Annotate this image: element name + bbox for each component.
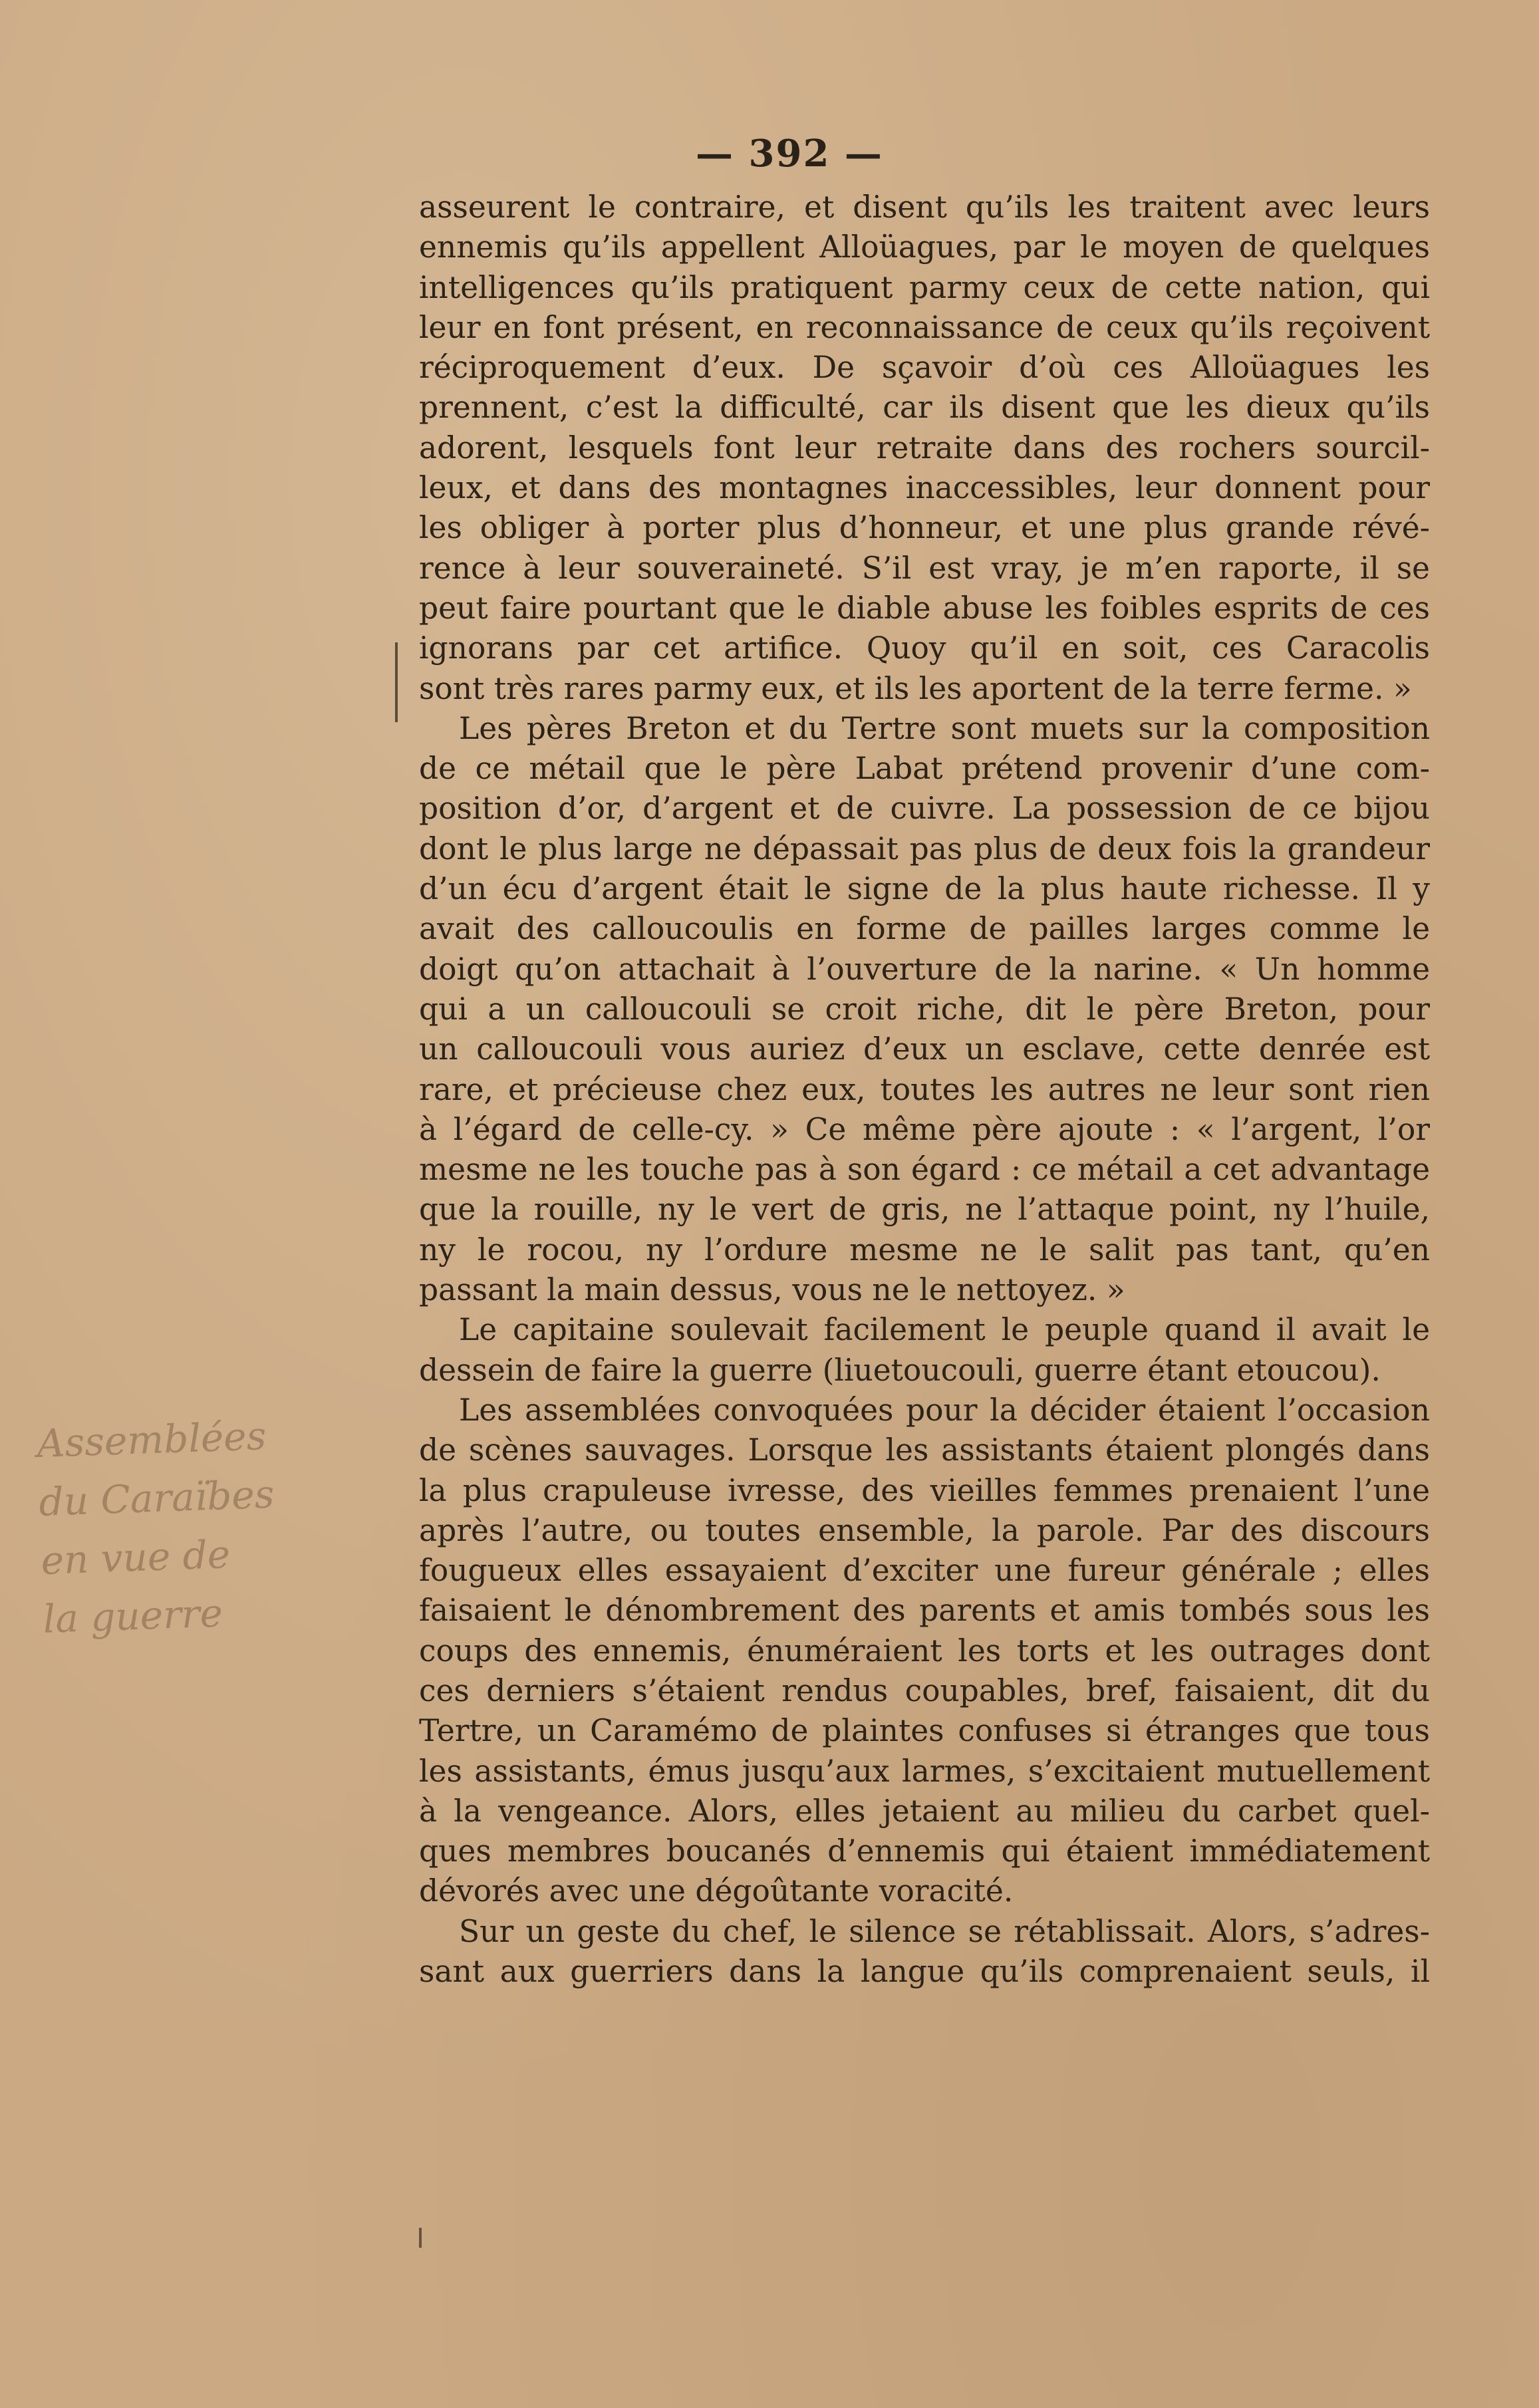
text-line: ennemis qu’ils appellent Alloüagues, par le moyen de quelques: [419, 229, 1430, 265]
text-line: intelligences qu’ils pratiquent parmy ceux de cette nation, qui: [419, 269, 1430, 305]
text-line: Tertre, un Caramémo de plaintes confuses si étranges que tous: [419, 1713, 1430, 1749]
text-line: d’un écu d’argent était le signe de la plus haute richesse. Il y: [419, 871, 1430, 907]
text-line: à la vengeance. Alors, elles jetaient au milieu du carbet quel-: [419, 1793, 1430, 1829]
page-number: — 392 —: [696, 132, 883, 176]
text-line: réciproquement d’eux. De sçavoir d’où ces Alloüagues les: [419, 350, 1430, 386]
margin-note-line: du Caraïbes: [38, 1471, 275, 1525]
text-line: avait des calloucoulis en forme de pailles larges comme le: [419, 911, 1430, 947]
text-line: rence à leur souveraineté. S’il est vray, je m’en raporte, il se: [419, 550, 1430, 586]
text-line: rare, et précieuse chez eux, toutes les autres ne leur sont rien: [419, 1071, 1430, 1107]
margin-note-line: la guerre: [42, 1590, 223, 1642]
text-line: fougueux elles essayaient d’exciter une fureur générale ; elles: [419, 1553, 1430, 1589]
text-line: Les assemblées convoquées pour la décider étaient l’occasion: [459, 1392, 1430, 1428]
handwritten-margin-note: [36, 1405, 310, 1649]
text-line: la plus crapuleuse ivresse, des vieilles femmes prenaient l’une: [419, 1472, 1430, 1508]
text-line: Sur un geste du chef, le silence se rétablissait. Alors, s’adres-: [459, 1913, 1430, 1949]
text-line: ces derniers s’étaient rendus coupables, bref, faisaient, dit du: [419, 1672, 1430, 1708]
text-line: passant la main dessus, vous ne le nettoyez. »: [419, 1272, 1125, 1308]
text-line: les obliger à porter plus d’honneur, et une plus grande révé-: [419, 510, 1430, 546]
text-line: prennent, c’est la difficulté, car ils disent que les dieux qu’ils: [419, 390, 1430, 426]
text-line: asseurent le contraire, et disent qu’ils les traitent avec leurs: [419, 190, 1430, 225]
text-line: adorent, lesquels font leur retraite dans des rochers sourcil-: [419, 430, 1430, 466]
text-line: coups des ennemis, énuméraient les torts et les outrages dont: [419, 1633, 1430, 1669]
ink-mark: [419, 2228, 422, 2248]
text-line: ny le rocou, ny l’ordure mesme ne le salit pas tant, qu’en: [419, 1232, 1430, 1268]
text-line: dévorés avec une dégoûtante voracité.: [419, 1873, 1014, 1909]
text-line: mesme ne les touche pas à son égard : ce métail a cet advantage: [419, 1152, 1430, 1188]
text-line: de scènes sauvages. Lorsque les assistants étaient plongés dans: [419, 1432, 1430, 1468]
text-line: ignorans par cet artifice. Quoy qu’il en soit, ces Caracolis: [419, 630, 1430, 666]
text-line: Les pères Breton et du Tertre sont muets sur la composition: [459, 710, 1430, 746]
text-line: que la rouille, ny le vert de gris, ne l’attaque point, ny l’huile,: [419, 1192, 1430, 1228]
text-line: dessein de faire la guerre (liuetoucouli, guerre étant etoucou).: [419, 1352, 1381, 1388]
text-line: à l’égard de celle-cy. » Ce même père ajoute : « l’argent, l’or: [419, 1111, 1430, 1147]
margin-note-line: Assemblées: [36, 1413, 267, 1467]
text-line: après l’autre, ou toutes ensemble, la parole. Par des discours: [419, 1512, 1430, 1548]
text-line: doigt qu’on attachait à l’ouverture de la narine. « Un homme: [419, 951, 1430, 987]
text-line: qui a un calloucouli se croit riche, dit le père Breton, pour: [419, 991, 1430, 1027]
text-line: sant aux guerriers dans la langue qu’ils comprenaient seuls, il: [419, 1954, 1430, 1990]
margin-note-line: en vue de: [40, 1532, 231, 1583]
text-line: position d’or, d’argent et de cuivre. La possession de ce bijou: [419, 791, 1430, 827]
text-line: faisaient le dénombrement des parents et amis tombés sous les: [419, 1593, 1430, 1629]
text-line: Le capitaine soulevait facilement le peuple quand il avait le: [459, 1312, 1430, 1348]
text-line: de ce métail que le père Labat prétend provenir d’une com-: [419, 751, 1430, 787]
margin-bracket-mark: [395, 642, 398, 722]
text-line: ques membres boucanés d’ennemis qui étaient immédiatement: [419, 1833, 1430, 1869]
text-line: leux, et dans des montagnes inaccessibles, leur donnent pour: [419, 470, 1430, 506]
text-line: leur en font présent, en reconnaissance de ceux qu’ils reçoivent: [419, 309, 1430, 345]
text-line: peut faire pourtant que le diable abuse les foibles esprits de ces: [419, 590, 1430, 626]
text-line: les assistants, émus jusqu’aux larmes, s’excitaient mutuellement: [419, 1753, 1430, 1789]
text-line: un calloucouli vous auriez d’eux un esclave, cette denrée est: [419, 1031, 1430, 1067]
body-text: [419, 188, 1430, 1992]
text-line: sont très rares parmy eux, et ils les aportent de la terre ferme. »: [419, 670, 1412, 706]
text-line: dont le plus large ne dépassait pas plus de deux fois la grandeur: [419, 831, 1430, 867]
